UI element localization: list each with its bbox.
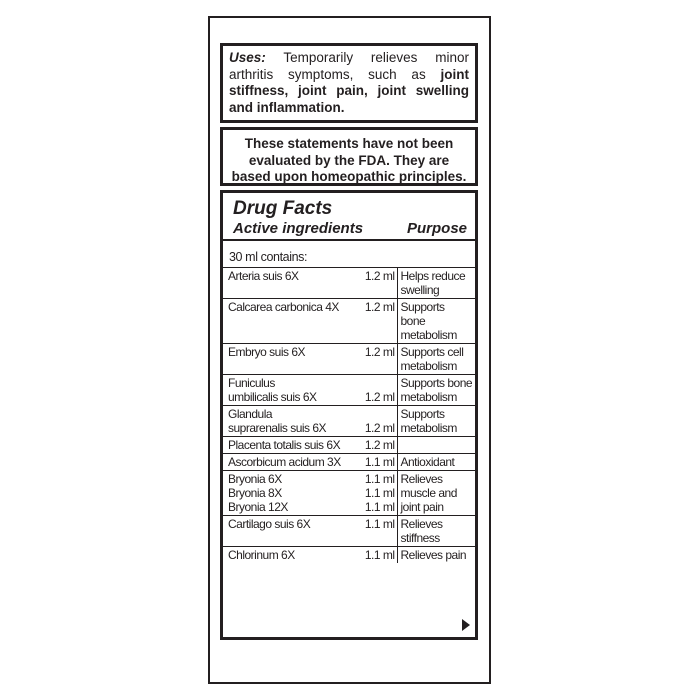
- ingredient-purpose-line: Supports cell: [400, 345, 464, 359]
- ingredient-row: [223, 547, 475, 564]
- ingredient-name: [223, 516, 349, 547]
- ingredient-name: [223, 437, 349, 454]
- ingredient-name-line: umbilicalis suis 6X: [228, 390, 317, 404]
- ingredient-name-line: Bryonia 8X: [228, 486, 282, 500]
- purpose-heading: Purpose: [406, 220, 467, 237]
- ingredient-row: [223, 516, 475, 547]
- ingredient-name: [223, 268, 349, 299]
- active-ingredients-heading: Active ingredients: [233, 220, 364, 237]
- ingredient-amount-line: 1.2 ml: [364, 438, 395, 452]
- ingredient-purpose: [397, 454, 475, 471]
- ingredient-name: [223, 344, 349, 375]
- ingredient-purpose-line: bone: [400, 314, 426, 328]
- ingredient-amount-line: 1.1 ml: [364, 548, 395, 562]
- ingredient-name-line: Placenta totalis suis 6X: [228, 438, 341, 452]
- ingredient-amount-line: 1.1 ml: [364, 472, 395, 486]
- ingredient-purpose: [397, 268, 475, 299]
- ingredient-row: [223, 344, 475, 375]
- ingredient-amount: [349, 437, 397, 454]
- uses-heading: Uses:: [229, 50, 266, 65]
- ingredient-purpose-line: Helps reduce: [400, 269, 466, 283]
- ingredient-purpose-line: metabolism: [400, 359, 457, 373]
- ingredient-name: [223, 471, 349, 516]
- ingredient-amount: [349, 344, 397, 375]
- ingredient-purpose-line: swelling: [400, 283, 440, 297]
- ingredient-name: [223, 406, 349, 437]
- ingredient-amount: [349, 268, 397, 299]
- ingredient-amount: [349, 471, 397, 516]
- heading-rule: [223, 239, 475, 241]
- ingredient-purpose: [397, 437, 475, 454]
- ingredient-amount-line: 1.2 ml: [364, 300, 395, 314]
- ingredient-amount-line: [349, 407, 395, 421]
- ingredient-amount: [349, 299, 397, 344]
- ingredient-purpose: [397, 406, 475, 437]
- ingredient-purpose: [397, 471, 475, 516]
- ingredient-amount: [349, 454, 397, 471]
- ingredient-amount-line: 1.2 ml: [364, 345, 395, 359]
- ingredient-purpose: [397, 344, 475, 375]
- ingredient-amount-line: 1.1 ml: [364, 500, 395, 514]
- ingredient-name: [223, 299, 349, 344]
- uses-section: [220, 43, 478, 123]
- contains-text: 30 ml contains:: [229, 250, 308, 264]
- uses-text: Temporarily relieves minor arthritis symptoms, such as: [229, 50, 469, 82]
- ingredient-amount: [349, 547, 397, 564]
- ingredient-name-line: Ascorbicum acidum 3X: [228, 455, 341, 469]
- ingredient-purpose-line: Supports bone: [400, 376, 473, 390]
- ingredient-amount-line: 1.1 ml: [364, 486, 395, 500]
- uses-bold-text: joint stiffness, joint pain, joint swelling and inflammation.: [229, 66, 469, 115]
- ingredient-row: [223, 375, 475, 406]
- ingredient-name: [223, 547, 349, 564]
- ingredient-row: [223, 437, 475, 454]
- ingredient-name-line: Bryonia 12X: [228, 500, 288, 514]
- continue-arrow-icon: [462, 619, 470, 631]
- ingredient-name-line: Calcarea carbonica 4X: [228, 300, 339, 314]
- ingredient-row: [223, 406, 475, 437]
- drug-facts-subheader: [233, 220, 467, 238]
- ingredient-name-line: Cartilago suis 6X: [228, 517, 311, 531]
- ingredient-name-line: Arteria suis 6X: [228, 269, 299, 283]
- ingredient-name-line: Chlorinum 6X: [228, 548, 295, 562]
- ingredient-amount: [349, 375, 397, 406]
- ingredient-name-line: suprarenalis suis 6X: [228, 421, 327, 435]
- ingredient-purpose: [397, 375, 475, 406]
- ingredient-purpose-line: [401, 438, 474, 452]
- ingredient-amount: [349, 516, 397, 547]
- ingredients-table: [223, 267, 475, 563]
- drug-facts-panel: [220, 190, 478, 640]
- ingredient-row: [223, 454, 475, 471]
- ingredient-purpose-line: Relieves: [400, 517, 443, 531]
- ingredient-purpose: [397, 299, 475, 344]
- ingredient-purpose-line: metabolism: [400, 328, 457, 342]
- ingredient-name: [223, 375, 349, 406]
- ingredient-amount: [349, 406, 397, 437]
- ingredient-amount-line: 1.1 ml: [364, 517, 395, 531]
- ingredient-purpose-line: Supports: [400, 407, 445, 421]
- ingredient-purpose-line: joint pain: [400, 500, 444, 514]
- ingredient-purpose-line: metabolism: [400, 421, 457, 435]
- ingredient-amount-line: [349, 376, 395, 390]
- ingredient-row: [223, 471, 475, 516]
- ingredient-row: [223, 268, 475, 299]
- ingredient-amount-line: 1.2 ml: [364, 269, 395, 283]
- ingredient-name-line: Bryonia 6X: [228, 472, 282, 486]
- ingredient-name-line: Glandula: [228, 407, 273, 421]
- ingredient-purpose-line: muscle and: [400, 486, 457, 500]
- ingredient-purpose: [397, 516, 475, 547]
- ingredient-amount-line: 1.1 ml: [364, 455, 395, 469]
- drug-facts-title: Drug Facts: [233, 198, 333, 219]
- ingredient-name-line: Embryo suis 6X: [228, 345, 306, 359]
- ingredient-purpose-line: Relieves pain: [400, 548, 467, 562]
- ingredient-amount-line: 1.2 ml: [364, 390, 395, 404]
- ingredient-purpose-line: stiffness: [400, 531, 440, 545]
- ingredient-purpose-line: Relieves: [400, 472, 443, 486]
- ingredient-purpose: [397, 547, 475, 564]
- ingredient-amount-line: 1.2 ml: [364, 421, 395, 435]
- ingredient-purpose-line: Antioxidant: [400, 455, 455, 469]
- ingredient-row: [223, 299, 475, 344]
- fda-statement: These statements have not been evaluated by the FDA. They are based upon homeopathic principles.: [220, 127, 478, 186]
- ingredient-purpose-line: Supports: [400, 300, 445, 314]
- ingredient-name: [223, 454, 349, 471]
- ingredient-purpose-line: metabolism: [400, 390, 457, 404]
- ingredient-name-line: Funiculus: [228, 376, 275, 390]
